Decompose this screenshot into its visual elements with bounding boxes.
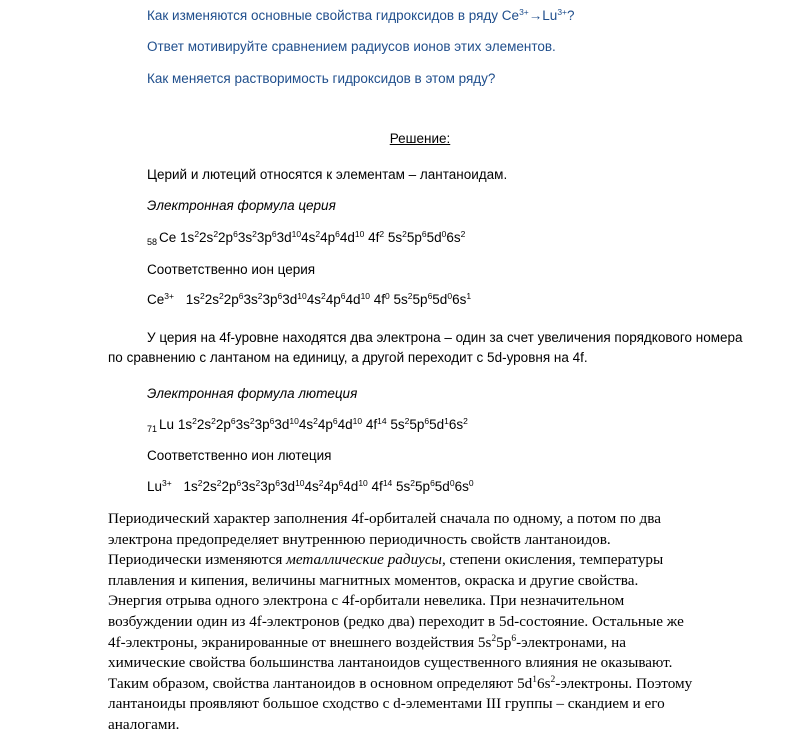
body-line-5: Энергия отрыва одного электрона с 4f-орбитали невелика. При незначительном	[108, 592, 625, 610]
cerium-paragraph-line-1: У церия на 4f-уровне находятся два электрона – один за счет увеличения порядкового номера	[147, 330, 743, 345]
lutetium-ion-symbol: $Lu^{3+}$	[147, 478, 172, 494]
solution-heading: Решение:	[389, 131, 451, 146]
cerium-ion-line	[147, 292, 471, 307]
intro-text: Церий и лютеций относятся к элементам – лантаноидам.	[147, 167, 508, 182]
lutetium-ion-formula: $1s^22s^22p^63s^23p^63d^{10}4s^24p^64d^{10}$ $4f^{14}$ $5s^25p^65d^06s^0$	[183, 478, 474, 494]
lutetium-ion-line	[147, 479, 474, 494]
body-line-7: 4f-электроны, экранированные от внешнего воздействия $5s^25p^6$-электронами, на	[108, 633, 626, 651]
body-line-9: Таким образом, свойства лантаноидов в основном определяют $5d^16s^2$-электроны. Поэтому	[108, 674, 693, 692]
body-line-10: лантаноиды проявляют большое сходство с d-элементами III группы – скандием и его	[108, 695, 665, 713]
cerium-symbol: $_{58}$ Ce	[147, 230, 177, 247]
cerium-formula: $1s^22s^22p^63s^23p^63d^{10}4s^24p^64d^{10}$ $4f^2$ $5s^25p^65d^06s^2$	[180, 229, 466, 245]
body-line-1: Периодический характер заполнения 4f-орбиталей сначала по одному, а потом по два	[108, 510, 661, 527]
cerium-formula-label: Электронная формула церия	[147, 198, 336, 213]
main-body-text	[108, 509, 748, 736]
cerium-ion-formula: $1s^22s^22p^63s^23p^63d^{10}4s^24p^64d^{10}$ $4f^0$ $5s^25p^65d^06s^1$	[185, 291, 472, 307]
cerium-paragraph-line-2: по сравнению с лантаном на единицу, а другой переходит с 5d-уровня на 4f.	[108, 350, 588, 365]
question-3: Как меняется растворимость гидроксидов в этом ряду?	[147, 71, 496, 86]
body-line-8: химические свойства большинства лантаноидов существенного влияния не оказывают.	[108, 654, 673, 672]
body-line-4: плавления и кипения, величины магнитных моментов, окраска и другие свойства.	[108, 571, 639, 589]
body-line-2: электрона предопределяет внутреннюю периодичность свойств лантаноидов.	[108, 530, 611, 548]
cerium-ion-symbol: $Ce^{3+}$	[147, 291, 174, 307]
lutetium-symbol: $_{71}$ Lu	[147, 417, 175, 434]
lutetium-formula-label: Электронная формула лютеция	[147, 386, 358, 401]
lutetium-ion-label: Соответственно ион лютеция	[147, 448, 332, 463]
body-line-11: аналогами.	[108, 715, 180, 733]
body-line-6: возбуждении один из 4f-электронов (редко два) переходит в 5d-состояние. Остальные же	[108, 612, 684, 630]
lutetium-formula-line	[147, 417, 468, 434]
cerium-ion-label: Соответственно ион церия	[147, 262, 316, 277]
question-2: Ответ мотивируйте сравнением радиусов ионов этих элементов.	[147, 39, 556, 54]
question-1: Как изменяются основные свойства гидроксидов в ряду $Ce^{3+}\to Lu^{3+}$?	[147, 7, 575, 23]
lutetium-formula: $1s^22s^22p^63s^23p^63d^{10}4s^24p^64d^{10}$ $4f^{14}$ $5s^25p^65d^16s^2$	[177, 416, 468, 432]
cerium-formula-line	[147, 230, 465, 247]
body-line-3: Периодически изменяются металлические радиусы, степени окисления, температуры	[108, 551, 664, 569]
